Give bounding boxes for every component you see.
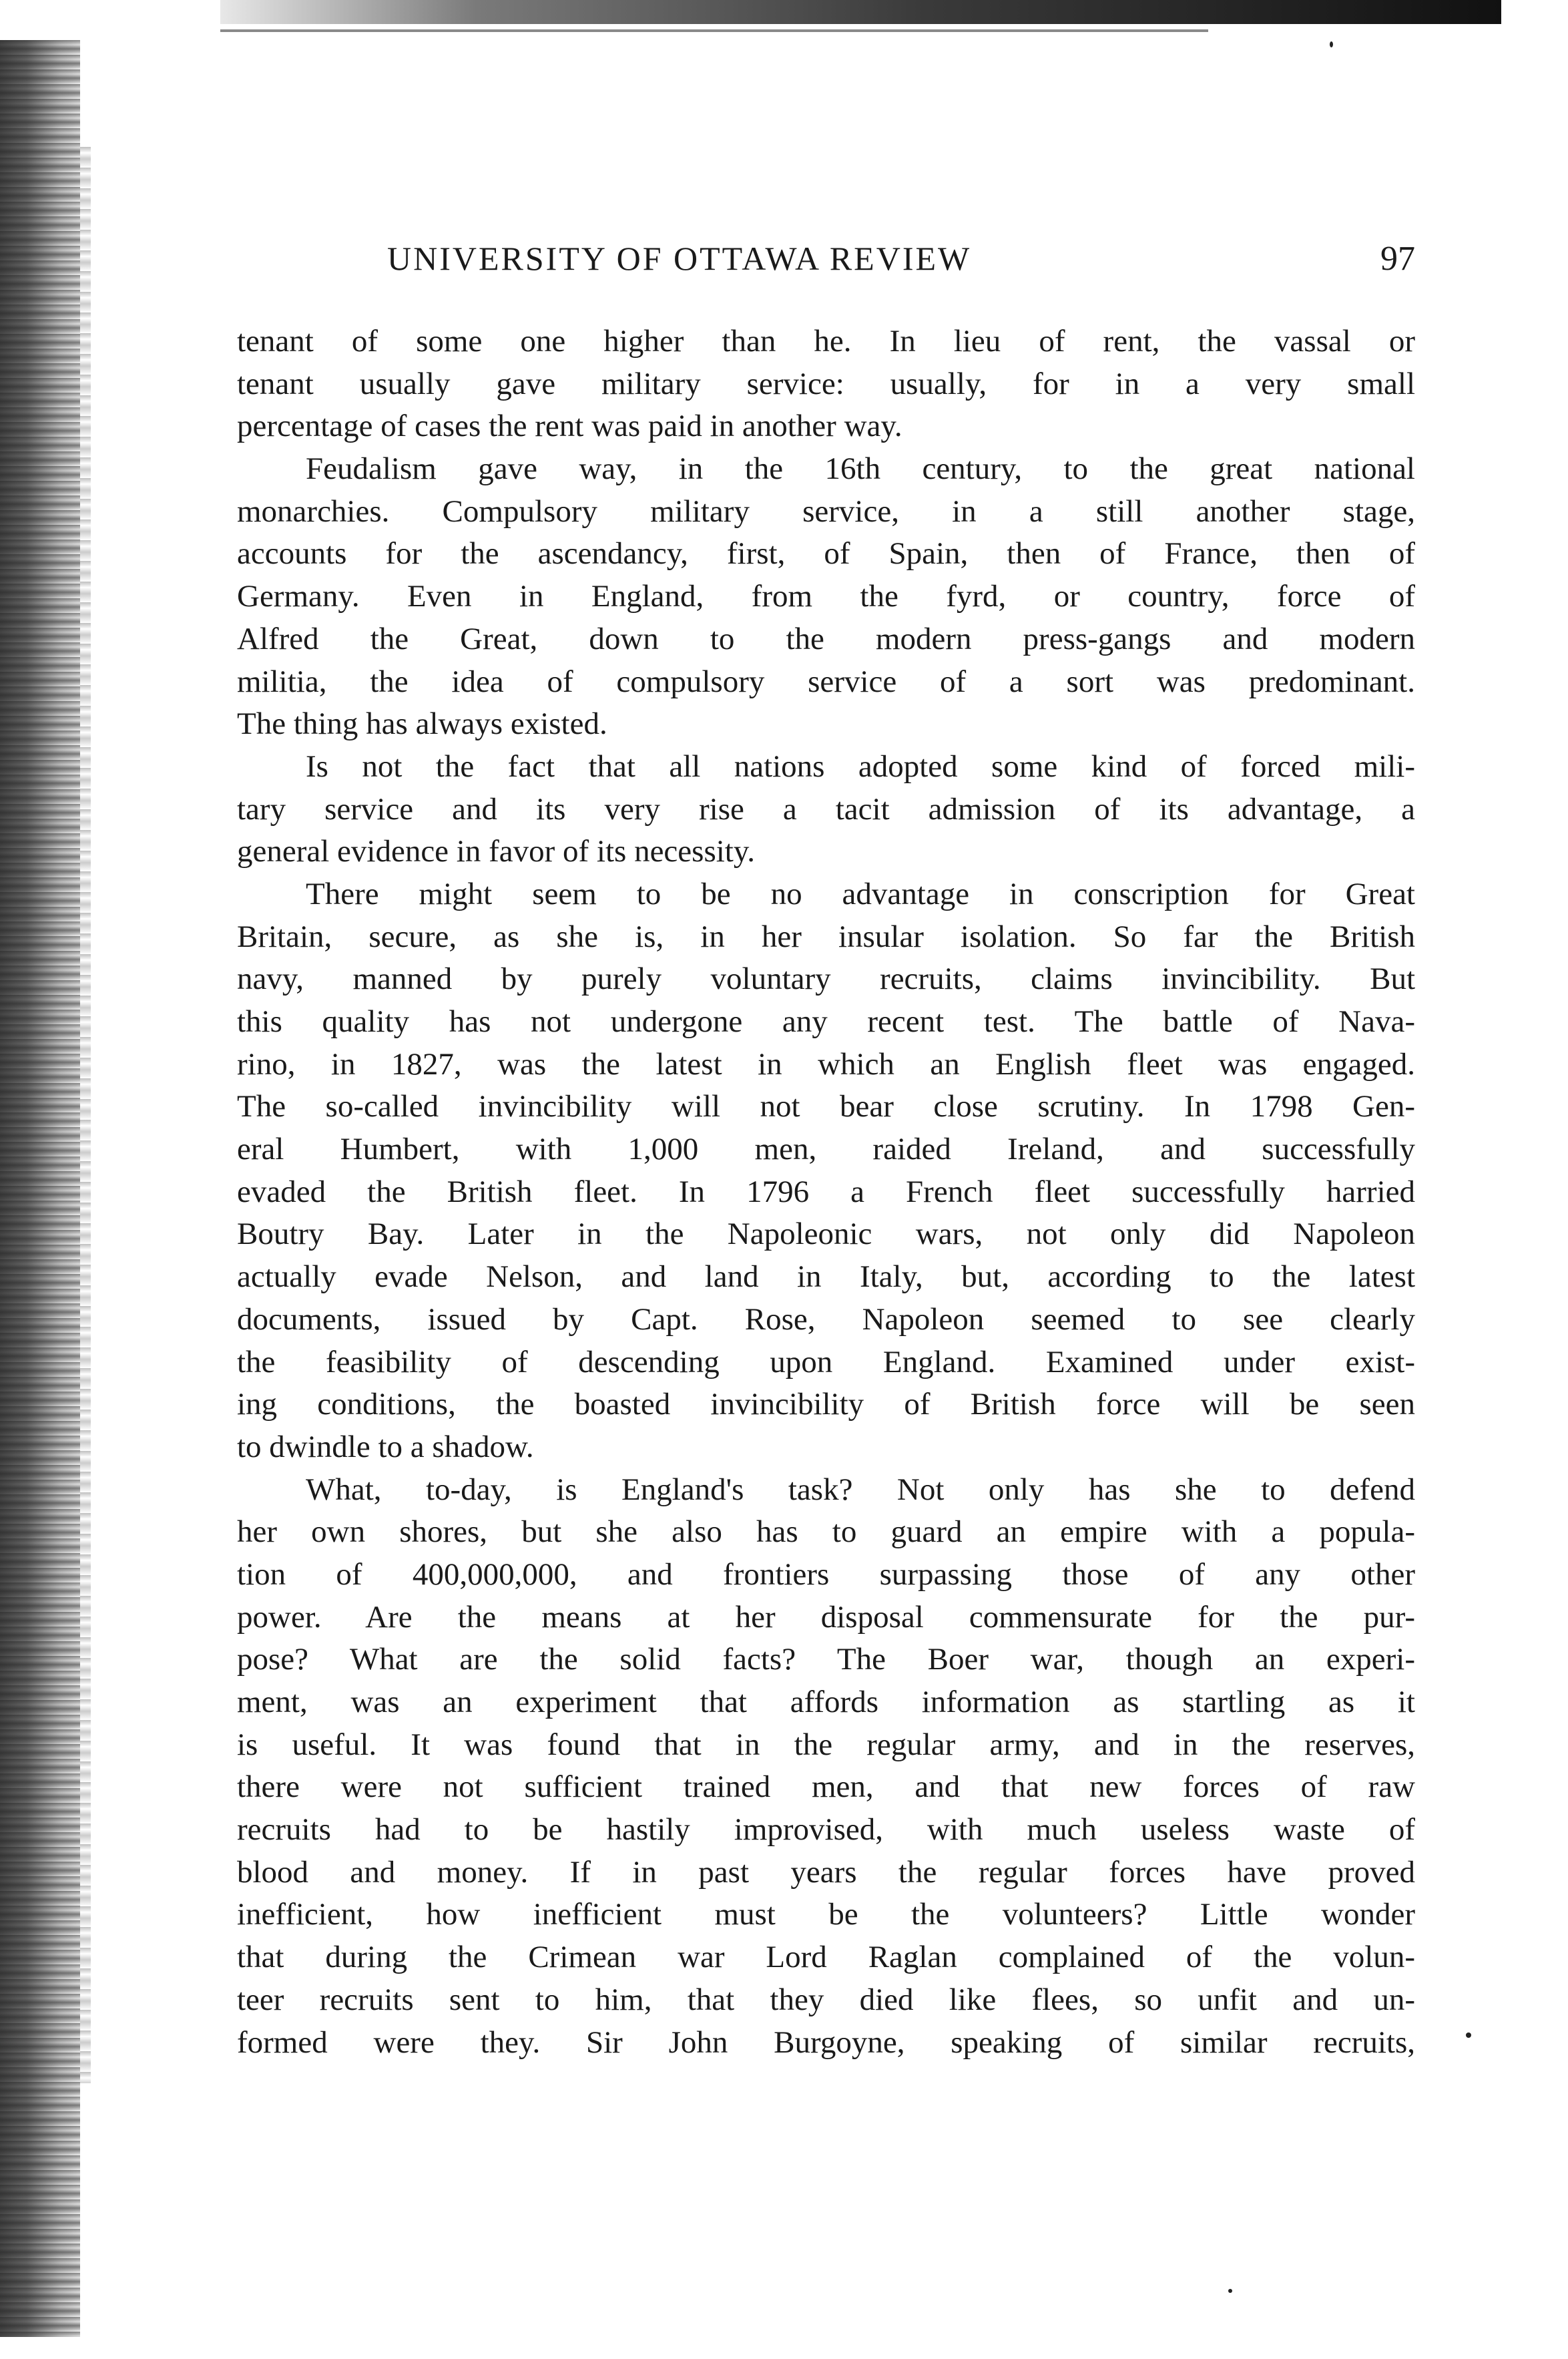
text-line: Alfred the Great, down to the modern press-gangs and modern <box>237 621 1415 656</box>
text-line: her own shores, but she also has to guard an empire with a popula- <box>237 1514 1415 1550</box>
text-line: ment, was an experiment that affords information as startling as it <box>237 1685 1415 1719</box>
text-line: Germany. Even in England, from the fyrd, or country, force of <box>237 579 1415 614</box>
text-line: blood and money. If in past years the regular forces have proved <box>237 1854 1415 1890</box>
page-header <box>237 234 1415 294</box>
text-line: is useful. It was found that in the regular army, and in the reserves, <box>237 1727 1415 1762</box>
text-line: Boutry Bay. Later in the Napoleonic wars, not only did Napoleon <box>237 1217 1415 1252</box>
scan-speck <box>1466 2032 1471 2038</box>
text-line: tion of 400,000,000, and frontiers surpassing those of any other <box>237 1556 1415 1592</box>
text-line: actually evade Nelson, and land in Italy, but, according to the latest <box>237 1259 1415 1295</box>
text-line: power. Are the means at her disposal commensurate for the pur- <box>237 1599 1415 1635</box>
text-line: Feudalism gave way, in the 16th century, to the great national <box>306 451 1415 487</box>
text-line: The so-called invincibility will not bear close scrutiny. In 1798 Gen- <box>237 1089 1415 1124</box>
text-line: evaded the British fleet. In 1796 a French fleet successfully harried <box>237 1174 1415 1209</box>
page-number: 97 <box>1380 240 1415 278</box>
text-line: recruits had to be hastily improvised, with much useless waste of <box>237 1812 1415 1848</box>
text-line: inefficient, how inefficient must be the volunteers? Little wonder <box>237 1897 1415 1932</box>
text-line: pose? What are the solid facts? The Boer war, though an experi- <box>237 1642 1415 1677</box>
scan-speck <box>1228 2289 1232 2293</box>
running-title: UNIVERSITY OF OTTAWA REVIEW <box>387 240 972 277</box>
text-line: this quality has not undergone any recent test. The battle of Nava- <box>237 1004 1415 1039</box>
scan-speck <box>1330 41 1333 47</box>
text-line: percentage of cases the rent was paid in another way. <box>237 409 902 444</box>
text-line: rino, in 1827, was the latest in which an English fleet was engaged. <box>237 1046 1415 1082</box>
text-line: that during the Crimean war Lord Raglan complained of the volun- <box>237 1940 1415 1975</box>
text-line: documents, issued by Capt. Rose, Napoleon seemed to see clearly <box>237 1301 1415 1337</box>
text-line: navy, manned by purely voluntary recruits, claims invincibility. But <box>237 961 1415 997</box>
scan-top-rule-thin <box>220 29 1208 32</box>
text-line: tenant usually gave military service: usually, for in a very small <box>237 366 1415 401</box>
text-line: There might seem to be no advantage in conscription for Great <box>306 876 1415 911</box>
text-line: Britain, secure, as she is, in her insular isolation. So far the British <box>237 919 1415 954</box>
text-line: ing conditions, the boasted invincibility of British force will be seen <box>237 1387 1415 1422</box>
text-line: tenant of some one higher than he. In lieu of rent, the vassal or <box>237 324 1415 359</box>
text-line: monarchies. Compulsory military service, in a still another stage, <box>237 493 1415 529</box>
text-line: teer recruits sent to him, that they died like flees, so unfit and un- <box>237 1982 1415 2017</box>
scan-binding-shadow <box>80 147 91 2083</box>
text-line: Is not the fact that all nations adopted some kind of forced mili- <box>306 748 1415 784</box>
text-line: The thing has always existed. <box>237 706 607 742</box>
text-line: What, to-day, is England's task? Not only has she to defend <box>306 1472 1415 1507</box>
body-text <box>237 320 1415 2064</box>
text-line: there were not sufficient trained men, and that new forces of raw <box>237 1769 1415 1805</box>
text-line: eral Humbert, with 1,000 men, raided Ireland, and successfully <box>237 1132 1415 1167</box>
scan-binding-edge <box>0 40 80 2337</box>
text-line: accounts for the ascendancy, first, of Spain, then of France, then of <box>237 536 1415 572</box>
scan-top-rule <box>220 0 1501 24</box>
text-line: militia, the idea of compulsory service of a sort was predominant. <box>237 664 1415 699</box>
text-line: general evidence in favor of its necessity. <box>237 834 756 869</box>
text-line: formed were they. Sir John Burgoyne, speaking of similar recruits, <box>237 2024 1415 2060</box>
text-line: the feasibility of descending upon England. Examined under exist- <box>237 1344 1415 1379</box>
text-line: tary service and its very rise a tacit admission of its advantage, a <box>237 791 1415 827</box>
text-line: to dwindle to a shadow. <box>237 1429 534 1464</box>
